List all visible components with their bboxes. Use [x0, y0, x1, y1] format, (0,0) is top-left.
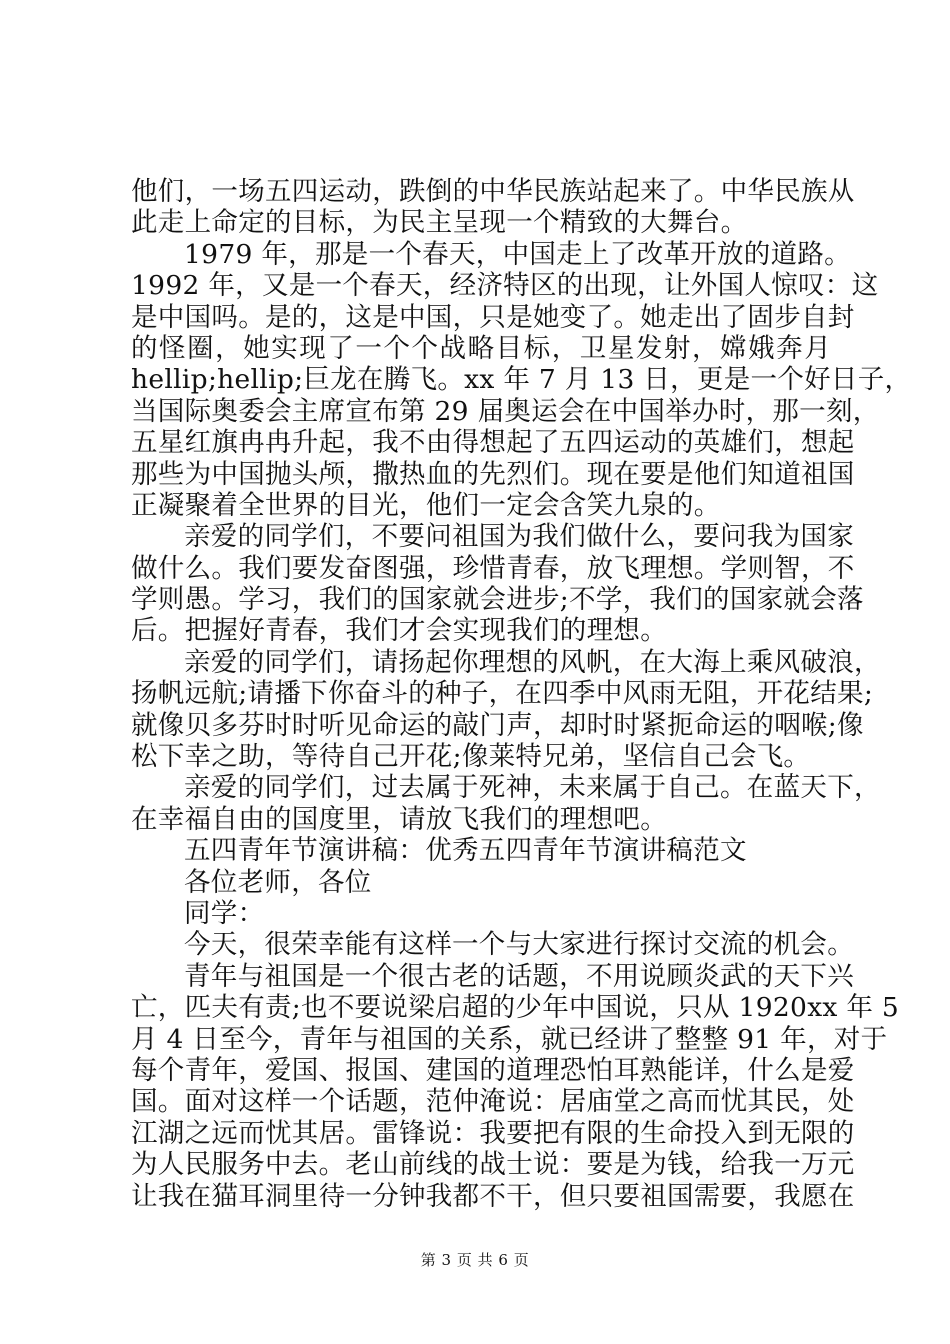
text-line: 那些为中国抛头颅，撒热血的先烈们。现在要是他们知道祖国	[131, 458, 855, 490]
text-line: 亲爱的同学们，过去属于死神，未来属于自己。在蓝天下，	[184, 772, 881, 804]
page-number-footer: 第 3 页 共 6 页	[420, 1251, 530, 1269]
text-line: 江湖之远而忧其居。雷锋说：我要把有限的生命投入到无限的	[131, 1117, 855, 1149]
text-line: 正凝聚着全世界的目光，他们一定会含笑九泉的。	[131, 489, 721, 521]
text-line: 让我在猫耳洞里待一分钟我都不干，但只要祖国需要，我愿在	[131, 1180, 855, 1212]
text-line: 做什么。我们要发奋图强，珍惜青春，放飞理想。学则智，不	[131, 552, 855, 584]
text-line: 月 4 日至今，青年与祖国的关系，就已经讲了整整 91 年，对于	[131, 1023, 888, 1055]
text-line: 学则愚。学习，我们的国家就会进步;不学，我们的国家就会落	[131, 584, 864, 616]
text-line: 今天，很荣幸能有这样一个与大家进行探讨交流的机会。	[184, 929, 854, 961]
text-line: 1992 年，又是一个春天，经济特区的出现，让外国人惊叹：这	[131, 270, 879, 302]
text-line: 他们，一场五四运动，跌倒的中华民族站起来了。中华民族从	[131, 176, 855, 207]
salutation-line: 各位老师，各位	[184, 866, 372, 898]
text-line: 国。面对这样一个话题，范仲淹说：居庙堂之高而忧其民，处	[131, 1086, 855, 1118]
text-line: 此走上命定的目标，为民主呈现一个精致的大舞台。	[131, 207, 748, 239]
text-line: 就像贝多芬时时听见命运的敲门声，却时时紧扼命运的咽喉;像	[131, 709, 864, 741]
section-heading: 五四青年节演讲稿：优秀五四青年节演讲稿范文	[184, 835, 747, 867]
text-line: 在幸福自由的国度里，请放飞我们的理想吧。	[131, 803, 667, 835]
text-line: 亲爱的同学们，请扬起你理想的风帆，在大海上乘风破浪，	[184, 646, 881, 678]
text-line: 的怪圈，她实现了一个个战略目标，卫星发射，嫦娥奔月	[131, 332, 831, 364]
text-line: 为人民服务中去。老山前线的战士说：要是为钱，给我一万元	[131, 1149, 855, 1181]
text-line: 扬帆远航;请播下你奋斗的种子，在四季中风雨无阻，开花结果;	[131, 678, 874, 710]
text-line: 1979 年，那是一个春天，中国走上了改革开放的道路。	[184, 238, 851, 270]
text-line: 松下幸之助，等待自己开花;像莱特兄弟，坚信自己会飞。	[131, 741, 811, 773]
text-line: 五星红旗冉冉升起，我不由得想起了五四运动的英雄们，想起	[131, 427, 855, 459]
salutation-line: 同学：	[184, 897, 265, 929]
text-line: 后。把握好青春，我们才会实现我们的理想。	[131, 615, 667, 647]
text-line: 青年与祖国是一个很古老的话题，不用说顾炎武的天下兴	[184, 960, 854, 992]
body-text	[131, 176, 912, 1212]
text-line: 当国际奥委会主席宣布第 29 届奥运会在中国举办时，那一刻，	[131, 395, 880, 427]
text-line: 亡，匹夫有责;也不要说梁启超的少年中国说，只从 1920xx 年 5	[131, 992, 900, 1024]
text-line: 每个青年，爱国、报国、建国的道理恐怕耳熟能详，什么是爱	[131, 1054, 855, 1086]
text-line: 是中国吗。是的，这是中国，只是她变了。她走出了固步自封	[131, 301, 855, 333]
text-line: hellip;hellip;巨龙在腾飞。xx 年 7 月 13 日，更是一个好日子，	[131, 364, 912, 396]
text-line: 亲爱的同学们，不要问祖国为我们做什么，要问我为国家	[184, 521, 854, 553]
